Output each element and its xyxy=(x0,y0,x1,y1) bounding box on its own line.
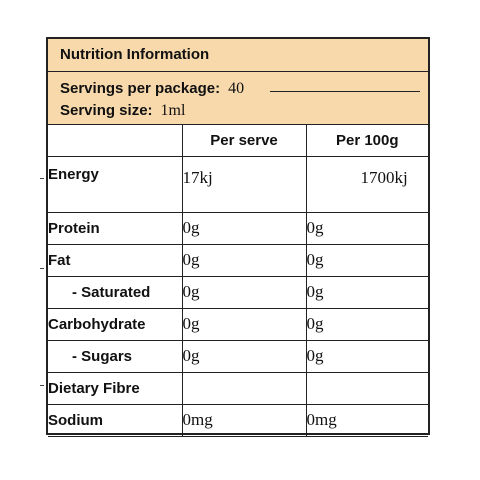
serving-size-value: 1ml xyxy=(160,102,186,119)
table-row xyxy=(48,308,428,340)
per-100g-value: 0g xyxy=(306,308,428,340)
panel-title-band xyxy=(48,39,428,72)
header-per-serve: Per serve xyxy=(182,125,306,156)
pointer-line xyxy=(270,91,420,92)
row-label: Sodium xyxy=(48,404,182,436)
per-100g-value xyxy=(306,372,428,404)
per-serve-value: 0g xyxy=(182,244,306,276)
row-label: Energy xyxy=(48,156,182,212)
edge-tick xyxy=(40,178,44,179)
row-label: Dietary Fibre xyxy=(48,372,182,404)
panel-title: Nutrition Information xyxy=(60,46,210,63)
per-100g-value: 0g xyxy=(306,276,428,308)
per-serve-value: 0mg xyxy=(182,404,306,436)
table-row xyxy=(48,276,428,308)
header-blank xyxy=(48,125,182,156)
per-serve-value xyxy=(182,372,306,404)
per-100g-value: 1700kj xyxy=(306,156,428,212)
header-per-100g: Per 100g xyxy=(306,125,428,156)
servings-per-package xyxy=(60,80,244,98)
table-row xyxy=(48,244,428,276)
row-label: - Saturated xyxy=(48,276,182,308)
table-row xyxy=(48,404,428,436)
per-serve-value: 17kj xyxy=(182,156,306,212)
per-100g-value: 0g xyxy=(306,212,428,244)
row-label: Carbohydrate xyxy=(48,308,182,340)
table-header-row xyxy=(48,125,428,156)
servings-label: Servings per package: xyxy=(60,80,221,97)
per-serve-value: 0g xyxy=(182,276,306,308)
table-row xyxy=(48,156,428,212)
table-row xyxy=(48,212,428,244)
serving-size xyxy=(60,102,185,120)
nutrition-panel xyxy=(46,37,430,435)
servings-band xyxy=(48,72,428,125)
row-label: - Sugars xyxy=(48,340,182,372)
per-100g-value: 0g xyxy=(306,244,428,276)
row-label: Protein xyxy=(48,212,182,244)
per-serve-value: 0g xyxy=(182,308,306,340)
row-label: Fat xyxy=(48,244,182,276)
serving-size-label: Serving size: xyxy=(60,102,153,119)
per-serve-value: 0g xyxy=(182,340,306,372)
per-100g-value: 0g xyxy=(306,340,428,372)
per-serve-value: 0g xyxy=(182,212,306,244)
nutrition-table xyxy=(48,125,428,437)
table-row xyxy=(48,372,428,404)
edge-tick xyxy=(40,385,44,386)
table-row xyxy=(48,340,428,372)
edge-tick xyxy=(40,268,44,269)
servings-value: 40 xyxy=(228,80,245,97)
per-100g-value: 0mg xyxy=(306,404,428,436)
